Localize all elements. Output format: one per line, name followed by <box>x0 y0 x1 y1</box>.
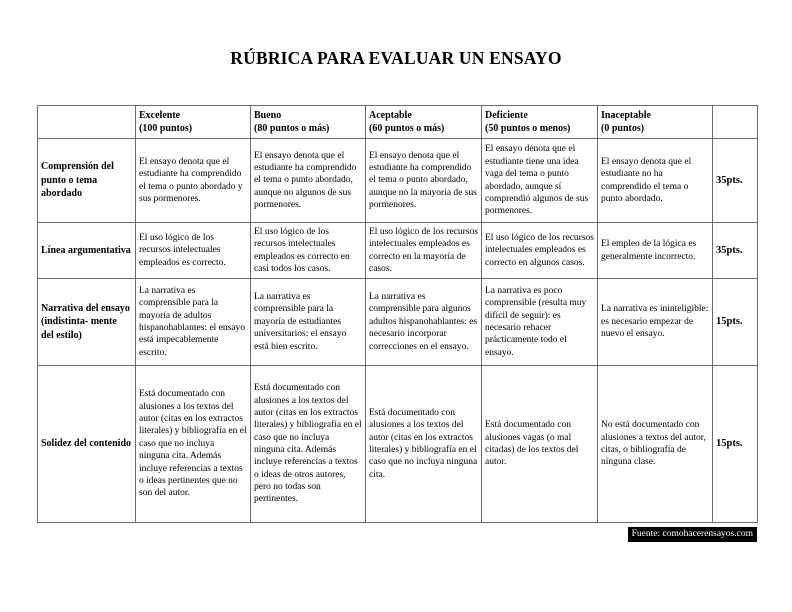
cell-aceptable: Está documentado con alusiones a los textos del autor (citas en los extractos literales) y bibliografía en el caso que no incluya ninguna cita. <box>366 366 482 523</box>
header-cell-inaceptable <box>598 106 713 139</box>
criterion-label: Línea argumentativa <box>38 223 136 279</box>
cell-aceptable: El ensayo denota que el estudiante ha comprendido el tema o punto abordado, aunque no la mayoría de sus pormenores. <box>366 139 482 223</box>
header-cell-empty <box>38 106 136 139</box>
cell-deficiente: Está documentado con alusiones vagas (o mal citadas) de los textos del autor. <box>482 366 598 523</box>
table-row-comprension <box>38 139 758 223</box>
column-sublabel: (50 puntos o menos) <box>485 123 571 134</box>
cell-excelente: Está documentado con alusiones a los textos del autor (citas en los extractos literales) y bibliografía en el caso que no incluya ninguna cita. Además incluye referencias a textos o ideas pertinentes que no son del autor. <box>136 366 251 523</box>
header-cell-points-empty <box>713 106 758 139</box>
column-label: Excelente <box>139 110 181 121</box>
header-cell-aceptable <box>366 106 482 139</box>
column-sublabel: (100 puntos) <box>139 123 193 134</box>
page-title: RÚBRICA PARA EVALUAR UN ENSAYO <box>230 48 562 68</box>
table-row-narrativa <box>38 279 758 366</box>
cell-deficiente: El ensayo denota que el estudiante tiene una idea vaga del tema o punto abordado, aunque sí comprendió algunos de sus pormenores. <box>482 139 598 223</box>
criterion-label: Comprensión del punto o tema abordado <box>38 139 136 223</box>
points-value: 15pts. <box>713 366 758 523</box>
cell-inaceptable: No está documentado con alusiones a textos del autor, citas, o bibliografía de ninguna clase. <box>598 366 713 523</box>
cell-excelente: El ensayo denota que el estudiante ha comprendido el tema o punto abordado y sus pormenores. <box>136 139 251 223</box>
rubric-table <box>37 105 758 523</box>
column-label: Aceptable <box>369 110 412 121</box>
cell-bueno: La narrativa es comprensible para la mayoría de estudiantes universitarios: el ensayo está bien escrito. <box>251 279 366 366</box>
cell-bueno: El ensayo denota que el estudiante ha comprendido el tema o punto abordado, aunque no algunos de sus pormenores. <box>251 139 366 223</box>
cell-excelente: La narrativa es comprensible para la mayoría de adultos hispanohablantes: el ensayo está impecablemente escrito. <box>136 279 251 366</box>
points-value: 35pts. <box>713 223 758 279</box>
table-row-solidez <box>38 366 758 523</box>
criterion-label: Solidez del contenido <box>38 366 136 523</box>
column-sublabel: (60 puntos o más) <box>369 123 445 134</box>
column-sublabel: (0 puntos) <box>601 123 645 134</box>
cell-inaceptable: El ensayo denota que el estudiante no ha comprendido el tema o punto abordado. <box>598 139 713 223</box>
cell-excelente: El uso lógico de los recursos intelectuales empleados es correcto. <box>136 223 251 279</box>
points-value: 15pts. <box>713 279 758 366</box>
cell-deficiente: El uso lógico de los recursos intelectuales empleados es correcto en algunos casos. <box>482 223 598 279</box>
cell-inaceptable: El empleo de la lógica es generalmente incorrecto. <box>598 223 713 279</box>
criterion-label: Narrativa del ensayo (indistinta- mente del estilo) <box>38 279 136 366</box>
points-value: 35pts. <box>713 139 758 223</box>
cell-aceptable: El uso lógico de los recursos intelectuales empleados es correcto en la mayoría de casos. <box>366 223 482 279</box>
cell-bueno: Está documentado con alusiones a los textos del autor (citas en los extractos literales) y bibliografía en el caso que no incluya ninguna cita. Además incluye referencias a textos o ideas de otros autores, pero no todas son pertinentes. <box>251 366 366 523</box>
cell-inaceptable: La narrativa es ininteligible: es necesario empezar de nuevo el ensayo. <box>598 279 713 366</box>
source-attribution: Fuente: comohacerensayos.com <box>628 527 757 542</box>
table-row-linea-argumentativa <box>38 223 758 279</box>
cell-bueno: El uso lógico de los recursos intelectuales empleados es correcto en casi todos los casos. <box>251 223 366 279</box>
column-label: Deficiente <box>485 110 528 121</box>
column-label: Inaceptable <box>601 110 651 121</box>
header-cell-excelente <box>136 106 251 139</box>
header-cell-bueno <box>251 106 366 139</box>
cell-deficiente: La narrativa es poco comprensible (resulta muy difícil de seguir): es necesario rehacer prácticamente todo el ensayo. <box>482 279 598 366</box>
column-label: Bueno <box>254 110 282 121</box>
cell-aceptable: La narrativa es comprensible para algunos adultos hispanohablantes: es necesario incorporar correcciones en el ensayo. <box>366 279 482 366</box>
table-header-row <box>38 106 758 139</box>
column-sublabel: (80 puntos o más) <box>254 123 330 134</box>
header-cell-deficiente <box>482 106 598 139</box>
